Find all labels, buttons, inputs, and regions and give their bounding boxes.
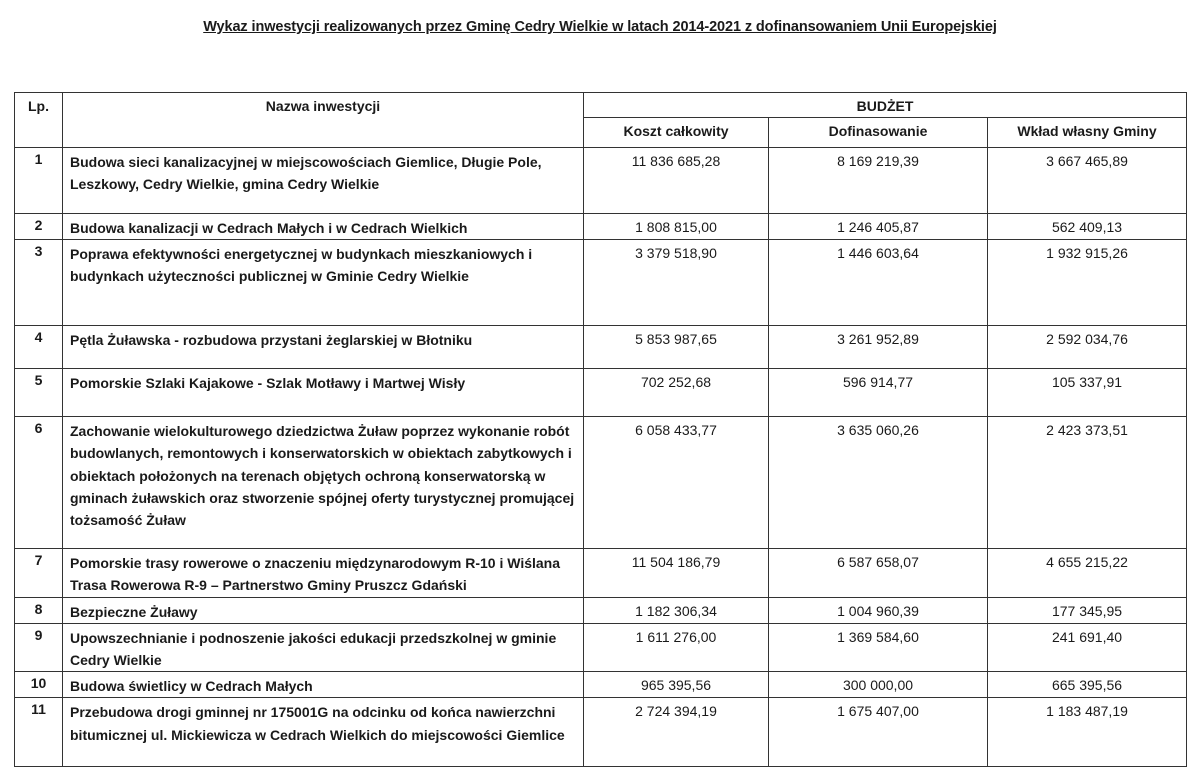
row-cofinancing: 8 169 219,39 bbox=[769, 148, 988, 214]
table-row bbox=[15, 549, 1187, 597]
row-investment-name: Pomorskie trasy rowerowe o znaczeniu międzynarodowym R-10 i Wiślana Trasa Rowerowa R-9 – Partnerstwo Gminy Pruszcz Gdański bbox=[63, 549, 584, 597]
row-own-contribution: 1 183 487,19 bbox=[988, 698, 1187, 767]
row-investment-name: Przebudowa drogi gminnej nr 175001G na odcinku od końca nawierzchni bitumicznej ul. Mickiewicza w Cedrach Wielkich do miejscowości Giemlice bbox=[63, 698, 584, 767]
row-cofinancing: 1 446 603,64 bbox=[769, 240, 988, 326]
row-total-cost: 2 724 394,19 bbox=[584, 698, 769, 767]
row-total-cost: 11 836 685,28 bbox=[584, 148, 769, 214]
row-cofinancing: 1 675 407,00 bbox=[769, 698, 988, 767]
row-own-contribution: 177 345,95 bbox=[988, 597, 1187, 623]
row-cofinancing: 300 000,00 bbox=[769, 672, 988, 698]
table-row bbox=[15, 148, 1187, 214]
row-investment-name: Budowa sieci kanalizacyjnej w miejscowościach Giemlice, Długie Pole, Leszkowy, Cedry Wielkie, gmina Cedry Wielkie bbox=[63, 148, 584, 214]
row-own-contribution: 3 667 465,89 bbox=[988, 148, 1187, 214]
row-cofinancing: 3 261 952,89 bbox=[769, 326, 988, 369]
row-total-cost: 11 504 186,79 bbox=[584, 549, 769, 597]
row-cofinancing: 1 004 960,39 bbox=[769, 597, 988, 623]
header-budget: BUDŻET bbox=[584, 93, 1187, 118]
table-row bbox=[15, 240, 1187, 326]
table-row bbox=[15, 214, 1187, 240]
row-investment-name: Pomorskie Szlaki Kajakowe - Szlak Motławy i Martwej Wisły bbox=[63, 369, 584, 417]
row-total-cost: 965 395,56 bbox=[584, 672, 769, 698]
header-own-contribution: Wkład własny Gminy bbox=[988, 118, 1187, 148]
row-own-contribution: 2 592 034,76 bbox=[988, 326, 1187, 369]
row-lp: 10 bbox=[15, 672, 63, 698]
row-total-cost: 1 182 306,34 bbox=[584, 597, 769, 623]
header-cofinancing: Dofinasowanie bbox=[769, 118, 988, 148]
table-row bbox=[15, 369, 1187, 417]
row-lp: 6 bbox=[15, 417, 63, 549]
row-lp: 8 bbox=[15, 597, 63, 623]
row-own-contribution: 105 337,91 bbox=[988, 369, 1187, 417]
row-investment-name: Bezpieczne Żuławy bbox=[63, 597, 584, 623]
row-investment-name: Pętla Żuławska - rozbudowa przystani żeglarskiej w Błotniku bbox=[63, 326, 584, 369]
row-investment-name: Zachowanie wielokulturowego dziedzictwa Żuław poprzez wykonanie robót budowlanych, remontowych i konserwatorskich w obiektach zabytkowych i obiektach położonych na terenach objętych ochroną konserwatorską w gminach żuławskich oraz stworzenie spójnej oferty turystycznej promującej tożsamość Żuław bbox=[63, 417, 584, 549]
row-total-cost: 1 611 276,00 bbox=[584, 623, 769, 671]
row-investment-name: Poprawa efektywności energetycznej w budynkach mieszkaniowych i budynkach użyteczności publicznej w Gminie Cedry Wielkie bbox=[63, 240, 584, 326]
row-lp: 9 bbox=[15, 623, 63, 671]
row-own-contribution: 241 691,40 bbox=[988, 623, 1187, 671]
row-own-contribution: 2 423 373,51 bbox=[988, 417, 1187, 549]
row-lp: 11 bbox=[15, 698, 63, 767]
table-row bbox=[15, 597, 1187, 623]
header-name: Nazwa inwestycji bbox=[63, 93, 584, 148]
row-investment-name: Upowszechnianie i podnoszenie jakości edukacji przedszkolnej w gminie Cedry Wielkie bbox=[63, 623, 584, 671]
row-total-cost: 1 808 815,00 bbox=[584, 214, 769, 240]
row-lp: 4 bbox=[15, 326, 63, 369]
row-total-cost: 6 058 433,77 bbox=[584, 417, 769, 549]
row-cofinancing: 596 914,77 bbox=[769, 369, 988, 417]
table-row bbox=[15, 698, 1187, 767]
table-row bbox=[15, 417, 1187, 549]
row-own-contribution: 1 932 915,26 bbox=[988, 240, 1187, 326]
row-lp: 2 bbox=[15, 214, 63, 240]
row-total-cost: 3 379 518,90 bbox=[584, 240, 769, 326]
table-row bbox=[15, 326, 1187, 369]
row-own-contribution: 4 655 215,22 bbox=[988, 549, 1187, 597]
header-total-cost: Koszt całkowity bbox=[584, 118, 769, 148]
row-total-cost: 702 252,68 bbox=[584, 369, 769, 417]
row-cofinancing: 3 635 060,26 bbox=[769, 417, 988, 549]
header-lp: Lp. bbox=[15, 93, 63, 148]
document-title: Wykaz inwestycji realizowanych przez Gminę Cedry Wielkie w latach 2014-2021 z dofinansowaniem Unii Europejskiej bbox=[203, 19, 997, 35]
row-lp: 5 bbox=[15, 369, 63, 417]
row-investment-name: Budowa kanalizacji w Cedrach Małych i w Cedrach Wielkich bbox=[63, 214, 584, 240]
row-lp: 1 bbox=[15, 148, 63, 214]
row-total-cost: 5 853 987,65 bbox=[584, 326, 769, 369]
row-investment-name: Budowa świetlicy w Cedrach Małych bbox=[63, 672, 584, 698]
row-lp: 3 bbox=[15, 240, 63, 326]
row-lp: 7 bbox=[15, 549, 63, 597]
row-own-contribution: 562 409,13 bbox=[988, 214, 1187, 240]
row-cofinancing: 1 246 405,87 bbox=[769, 214, 988, 240]
row-cofinancing: 6 587 658,07 bbox=[769, 549, 988, 597]
table-row bbox=[15, 672, 1187, 698]
table-row bbox=[15, 623, 1187, 671]
row-own-contribution: 665 395,56 bbox=[988, 672, 1187, 698]
row-cofinancing: 1 369 584,60 bbox=[769, 623, 988, 671]
investments-table bbox=[14, 92, 1187, 767]
